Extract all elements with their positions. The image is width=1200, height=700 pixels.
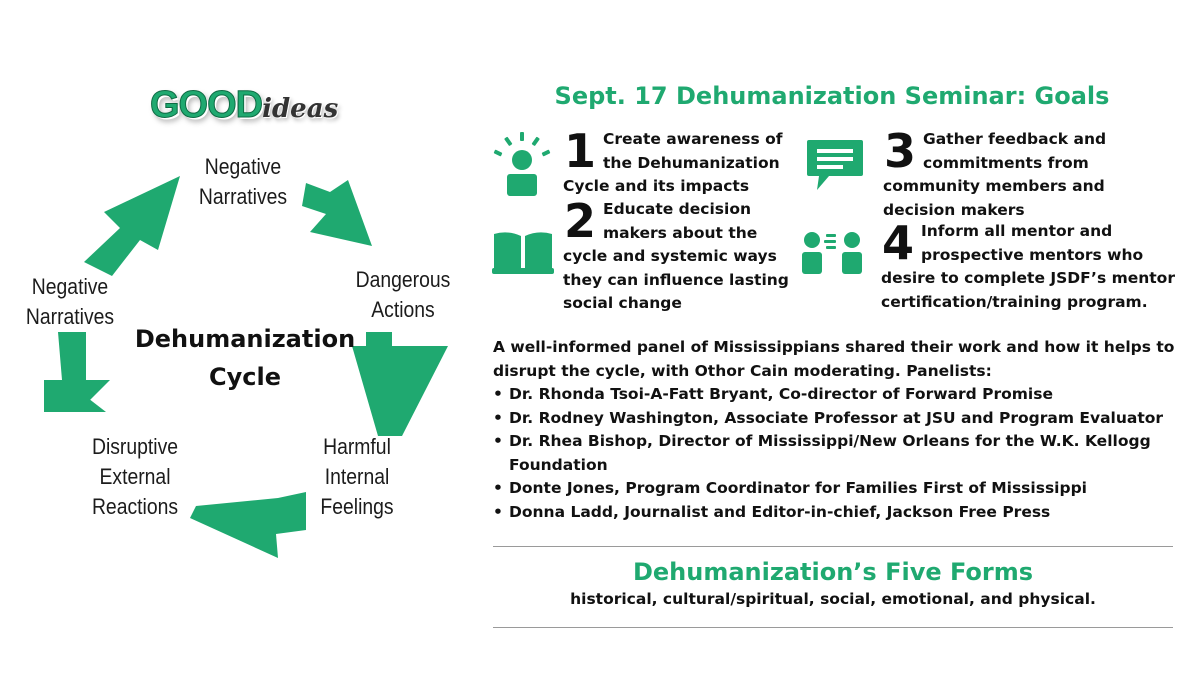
goal-4-line-1: Inform all mentor and bbox=[921, 222, 1113, 240]
goal-3-line-2: commitments from bbox=[923, 153, 1089, 172]
goal-3-line-4: decision makers bbox=[883, 200, 1025, 219]
panelists-label: Panelists: bbox=[906, 361, 992, 380]
panel-intro bbox=[493, 336, 1183, 383]
goal-1-text bbox=[563, 124, 803, 199]
goal-4-text bbox=[881, 216, 1181, 314]
goal-4-line-3: desire to complete JSDF’s mentor bbox=[881, 269, 1175, 287]
panel-section bbox=[493, 336, 1183, 524]
goal-1-line-1: Create awareness of bbox=[603, 130, 783, 148]
logo-good-text: GOOD bbox=[150, 84, 263, 126]
divider-bottom bbox=[493, 627, 1173, 628]
person-awareness-icon bbox=[492, 130, 552, 200]
goal-2-line-2: makers about the bbox=[603, 223, 758, 242]
mentor-conversation-icon bbox=[800, 228, 866, 274]
goal-3-number: 3 bbox=[884, 124, 917, 178]
cycle-arrow-3 bbox=[190, 492, 306, 558]
five-forms-title: Dehumanization’s Five Forms bbox=[632, 558, 1034, 586]
goal-2-line-3: cycle and systemic ways bbox=[563, 247, 777, 265]
goal-1-line-3: Cycle and its impacts bbox=[563, 177, 750, 195]
panel-intro-text: A well-informed panel of Mississippians shared their work and how it helps to disrupt the cycle, with Othor Cain moderating. bbox=[493, 338, 1175, 380]
stage-label-negative-narratives-left: Negative Narratives bbox=[25, 274, 115, 329]
goal-3-line-1: Gather feedback and bbox=[923, 130, 1107, 148]
goal-2-number: 2 bbox=[564, 194, 597, 248]
goal-4-line-4: certification/training program. bbox=[881, 292, 1148, 311]
panelist-item: • Dr. Rhea Bishop, Director of Mississippi/New Orleans for the W.K. Kellogg Foundation bbox=[493, 430, 1183, 477]
goal-2-line-5: social change bbox=[563, 294, 682, 312]
goal-2-text bbox=[563, 194, 803, 316]
stage-label-harmful-internal-feelings: Harmful Internal Feelings bbox=[320, 434, 394, 519]
divider-top bbox=[493, 546, 1173, 547]
five-forms-list: historical, cultural/spiritual, social, emotional, and physical. bbox=[570, 590, 1096, 608]
goal-4-line-2: prospective mentors who bbox=[921, 245, 1144, 264]
open-book-icon bbox=[492, 228, 554, 276]
goal-3-text bbox=[883, 124, 1173, 222]
goal-3-line-3: community members and bbox=[883, 177, 1105, 195]
panelist-list bbox=[493, 383, 1183, 524]
goal-1-number: 1 bbox=[564, 124, 597, 178]
goal-1-line-2: the Dehumanization bbox=[603, 153, 780, 172]
logo-ideas-text: ideas bbox=[262, 94, 339, 124]
good-ideas-logo bbox=[150, 84, 339, 132]
goal-2-line-4: they can influence lasting bbox=[563, 270, 789, 289]
speech-bubble-icon bbox=[805, 136, 865, 192]
panelist-item: • Donna Ladd, Journalist and Editor-in-chief, Jackson Free Press bbox=[493, 501, 1183, 525]
panelist-item: • Dr. Rodney Washington, Associate Professor at JSU and Program Evaluator bbox=[493, 407, 1183, 431]
goal-4-number: 4 bbox=[882, 216, 915, 270]
cycle-arrow-1 bbox=[302, 180, 372, 246]
stage-label-negative-narratives-top: Negative Narratives bbox=[198, 154, 288, 209]
cycle-arrow-2 bbox=[352, 332, 448, 436]
cycle-arrow-5 bbox=[84, 176, 180, 276]
seminar-goals-title: Sept. 17 Dehumanization Seminar: Goals bbox=[554, 82, 1110, 110]
stage-label-disruptive-external-reactions: Disruptive External Reactions bbox=[91, 434, 179, 519]
panelist-item: • Dr. Rhonda Tsoi-A-Fatt Bryant, Co-director of Forward Promise bbox=[493, 383, 1183, 407]
stage-label-dangerous-actions: Dangerous Actions bbox=[355, 267, 451, 322]
goal-2-line-1: Educate decision bbox=[603, 200, 752, 218]
cycle-center-title: Dehumanization Cycle bbox=[134, 325, 356, 391]
panelist-item: • Donte Jones, Program Coordinator for Families First of Mississippi bbox=[493, 477, 1183, 501]
